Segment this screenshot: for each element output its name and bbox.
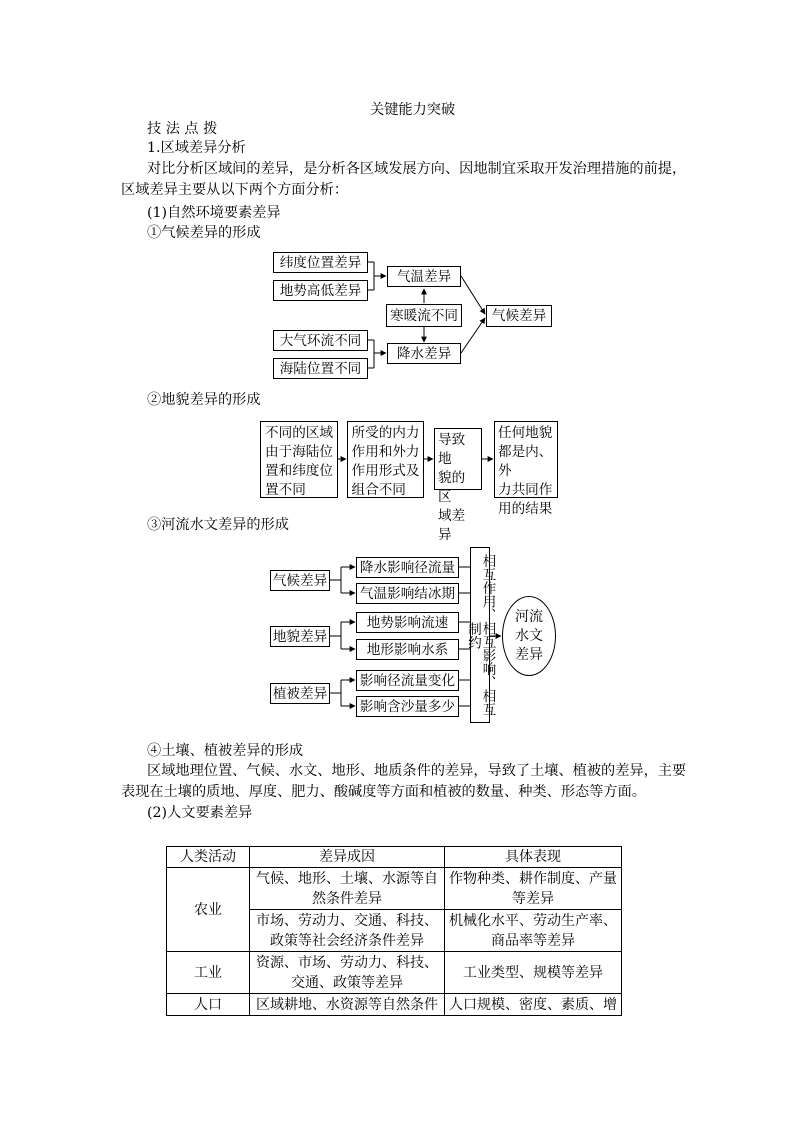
table-cell: 气候、地形、土壤、水源等自 然条件差异 [250, 868, 445, 910]
box-landform-conclusion: 任何地貌 都是内、外 力共同作 用的结果 [494, 421, 558, 498]
box-temperature: 气温差异 [387, 266, 461, 287]
table-cell: 区域耕地、水资源等自然条件 [250, 994, 445, 1016]
sub-heading-natural: (1)自然环境要素差异 [147, 205, 281, 221]
box-river-landform: 地貌差异 [270, 626, 330, 647]
box-precip-runoff: 降水影响径流量 [356, 557, 459, 578]
table-cell: 工业类型、规模等差异 [445, 952, 622, 994]
box-slope-velocity: 地势影响流速 [356, 612, 459, 633]
climate-heading: ①气候差异的形成 [147, 225, 261, 241]
table-cell-agriculture: 农业 [167, 868, 250, 952]
heading-region-analysis: 1.区域差异分析 [147, 140, 246, 156]
box-sediment: 影响含沙量多少 [356, 696, 459, 717]
table-cell: 机械化水平、劳动生产率、 商品率等差异 [445, 910, 622, 952]
table-cell: 资源、市场、劳动力、科技、 交通、政策等差异 [250, 952, 445, 994]
box-land-sea: 海陆位置不同 [273, 358, 368, 379]
soil-line-1: 区域地理位置、气候、水文、地形、地质条件的差异，导致了土壤、植被的差异，主要 [147, 763, 687, 779]
table-cell-industry: 工业 [167, 952, 250, 994]
box-latitude: 纬度位置差异 [273, 252, 368, 273]
landform-heading: ②地貌差异的形成 [147, 392, 261, 408]
box-landform-forces: 所受的内力 作用和外力 作用形式及 组合不同 [347, 421, 424, 498]
box-precipitation: 降水差异 [387, 343, 461, 364]
box-landform-difference: 导致地 貌的区 域差异 [434, 428, 482, 490]
box-river-vegetation: 植被差异 [270, 683, 330, 704]
table-cell: 作物种类、耕作制度、产量 等差异 [445, 868, 622, 910]
human-factors-table [166, 846, 622, 1016]
intro-line-1: 对比分析区域间的差异，是分析各区域发展方向、因地制宜采取开发治理措施的前提， [147, 161, 687, 177]
table-header: 差异成因 [250, 847, 445, 868]
page-title: 关键能力突破 [370, 102, 456, 118]
box-interaction: 相互作用、相互影响、相互制约 [470, 547, 490, 723]
intro-line-2: 区域差异主要从以下两个方面分析： [121, 182, 349, 198]
box-terrain-system: 地形影响水系 [356, 639, 459, 660]
box-runoff-change: 影响径流量变化 [356, 670, 459, 691]
box-ocean-current: 寒暖流不同 [386, 304, 462, 327]
soil-line-2: 表现在土壤的质地、厚度、肥力、酸碱度等方面和植被的数量、种类、形态等方面。 [121, 784, 646, 800]
table-cell: 市场、劳动力、交通、科技、 政策等社会经济条件差异 [250, 910, 445, 952]
box-landform-cause: 不同的区域 由于海陆位 置和纬度位 置不同 [260, 421, 338, 498]
table-header: 人类活动 [167, 847, 250, 868]
table-header: 具体表现 [445, 847, 622, 868]
box-temp-ice: 气温影响结冰期 [356, 583, 459, 604]
soil-heading: ④土壤、植被差异的形成 [147, 743, 304, 759]
river-heading: ③河流水文差异的形成 [147, 517, 289, 533]
section-label: 技 法 点 拨 [147, 121, 218, 137]
box-altitude: 地势高低差异 [273, 280, 368, 301]
box-climate-result: 气候差异 [486, 305, 552, 327]
river-result-ellipse: 河流 水文 差异 [502, 596, 556, 676]
box-circulation: 大气环流不同 [273, 330, 368, 351]
table-cell: 人口规模、密度、素质、增 [445, 994, 622, 1016]
box-river-climate: 气候差异 [270, 570, 330, 591]
sub-heading-human: (2)人文要素差异 [147, 805, 253, 821]
table-cell-population: 人口 [167, 994, 250, 1016]
